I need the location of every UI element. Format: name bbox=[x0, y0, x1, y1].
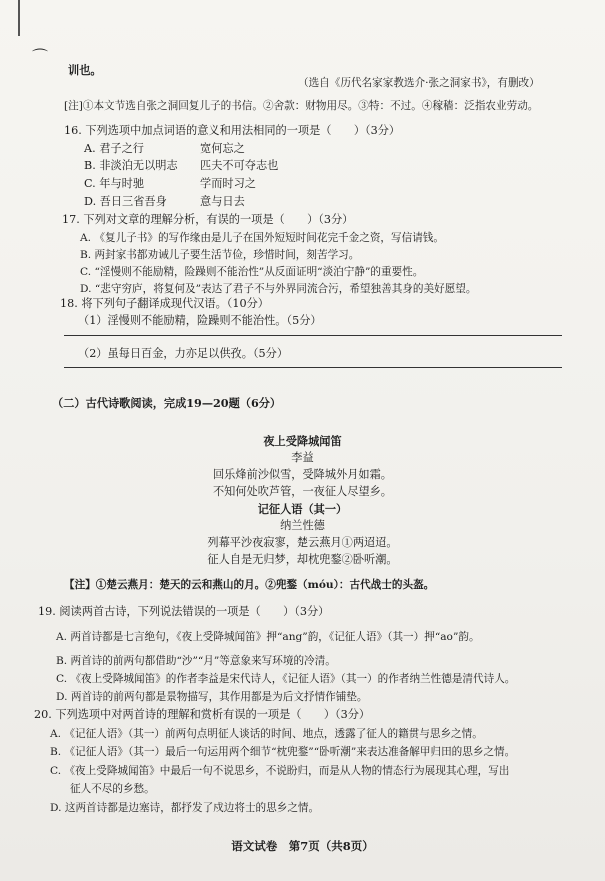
q16-option-b-right: 匹夫不可夺志也 bbox=[200, 159, 279, 172]
q20-option-c-cont: 征人不尽的乡愁。 bbox=[70, 783, 155, 795]
q19-option-d: D. 两首诗的前两句都是景物描写，其作用都是为后文抒情作铺垫。 bbox=[56, 691, 368, 703]
q20-option-d: D. 这两首诗都是边塞诗，都抒发了戍边将士的思乡之情。 bbox=[50, 802, 320, 814]
pen-scribble: ⌒ bbox=[32, 47, 49, 66]
question-18-stem: 18. 将下列句子翻译成现代汉语。（10分） bbox=[60, 297, 269, 310]
page-footer: 语文试卷 第7页（共8页） bbox=[231, 839, 374, 853]
poem-2-title: 记征人语（其一） bbox=[257, 502, 348, 516]
poem-2-author: 纳兰性德 bbox=[280, 519, 325, 532]
q17-option-c: C. “淫慢则不能励精，险躁则不能治性”从反面证明“淡泊宁静”的重要性。 bbox=[80, 266, 424, 278]
q16-option-c: C. 年与时驰 bbox=[84, 177, 145, 190]
q17-option-a: A. 《复儿子书》的写作缘由是儿子在国外短短时间花完千金之资，写信请钱。 bbox=[80, 232, 444, 244]
q18-item-1: （1）淫慢则不能励精，险躁则不能治性。（5分） bbox=[78, 314, 322, 327]
q19-option-c: C. 《夜上受降城闻笛》的作者李益是宋代诗人，《记征人语》（其一）的作者纳兰性德是清代诗人。 bbox=[56, 673, 516, 685]
question-17-stem: 17. 下列对文章的理解分析，有误的一项是（ ）（3分） bbox=[62, 213, 354, 226]
poem-1-line-2: 不知何处吹芦管，一夜征人尽望乡。 bbox=[212, 485, 392, 498]
q20-option-a: A. 《记征人语》（其一）前两句点明征人谈话的时间、地点，透露了征人的籍贯与思乡之情。 bbox=[50, 728, 483, 740]
q17-option-b: B. 两封家书都劝诫儿子要生活节俭，珍惜时间，刻苦学习。 bbox=[80, 249, 360, 261]
question-20-stem: 20. 下列选项中对两首诗的理解和赏析有误的一项是（ ）（3分） bbox=[34, 708, 371, 721]
poem-1-author: 李益 bbox=[291, 451, 314, 464]
q19-option-a: A. 两首诗都是七言绝句，《夜上受降城闻笛》押“ang”韵，《记征人语》（其一）押“ao”韵。 bbox=[56, 631, 480, 643]
q16-option-d-right: 意与日去 bbox=[200, 195, 245, 208]
poem-2-line-2: 征人自是无归梦，却枕兜鍪②卧听潮。 bbox=[207, 553, 398, 566]
footnote-text: [注]①本文节选自张之洞回复儿子的书信。②舍款：财物用尽。③特：不过。④稼穑：泛指农业劳动。 bbox=[64, 100, 539, 112]
q20-option-c: C. 《夜上受降城闻笛》中最后一句不说思乡，不说盼归，而是从人物的情态行为展现其心理，写出 bbox=[50, 765, 510, 777]
q16-option-a: A. 君子之行 bbox=[84, 142, 144, 155]
poem-2-line-1: 列幕平沙夜寂寥，楚云燕月①两迢迢。 bbox=[207, 536, 398, 549]
question-19-stem: 19. 阅读两首古诗，下列说法错误的一项是（ ）（3分） bbox=[38, 605, 330, 618]
fragment-text: 训也。 bbox=[68, 63, 102, 77]
poem-footnote: 【注】①楚云燕月：楚天的云和燕山的月。②兜鍪（móu）：古代战士的头盔。 bbox=[64, 579, 435, 591]
answer-line bbox=[64, 367, 562, 368]
poem-1-line-1: 回乐烽前沙似雪，受降城外月如霜。 bbox=[212, 468, 392, 481]
q16-option-d: D. 吾日三省吾身 bbox=[84, 195, 167, 208]
q19-option-b: B. 两首诗的前两句都借助“沙”“月”等意象来写环境的冷清。 bbox=[56, 655, 336, 667]
scan-edge-mark bbox=[18, 0, 20, 36]
q16-option-c-right: 学而时习之 bbox=[200, 177, 256, 190]
q17-option-d: D. “悲守穷庐，将复何及”表达了君子不与外界同流合污，希望独善其身的美好愿望。 bbox=[80, 283, 477, 295]
q18-item-2: （2）虽每日百金，力亦足以供孜。（5分） bbox=[78, 347, 289, 360]
section-heading: （二）古代诗歌阅读，完成19—20题（6分） bbox=[52, 396, 282, 410]
q16-option-a-right: 宽何忘之 bbox=[200, 142, 245, 155]
answer-line bbox=[64, 335, 562, 336]
question-16-stem: 16. 下列选项中加点词语的意义和用法相同的一项是（ ）（3分） bbox=[64, 124, 401, 137]
poem-1-title: 夜上受降城闻笛 bbox=[263, 434, 342, 448]
q20-option-b: B. 《记征人语》（其一）最后一句运用两个细节“枕兜鍪”“卧听潮”来表达准备解甲归田的思乡之情。 bbox=[50, 746, 516, 758]
source-citation: （选自《历代名家家教选介·张之洞家书》，有删改） bbox=[298, 77, 540, 89]
q16-option-b: B. 非淡泊无以明志 bbox=[84, 159, 178, 172]
